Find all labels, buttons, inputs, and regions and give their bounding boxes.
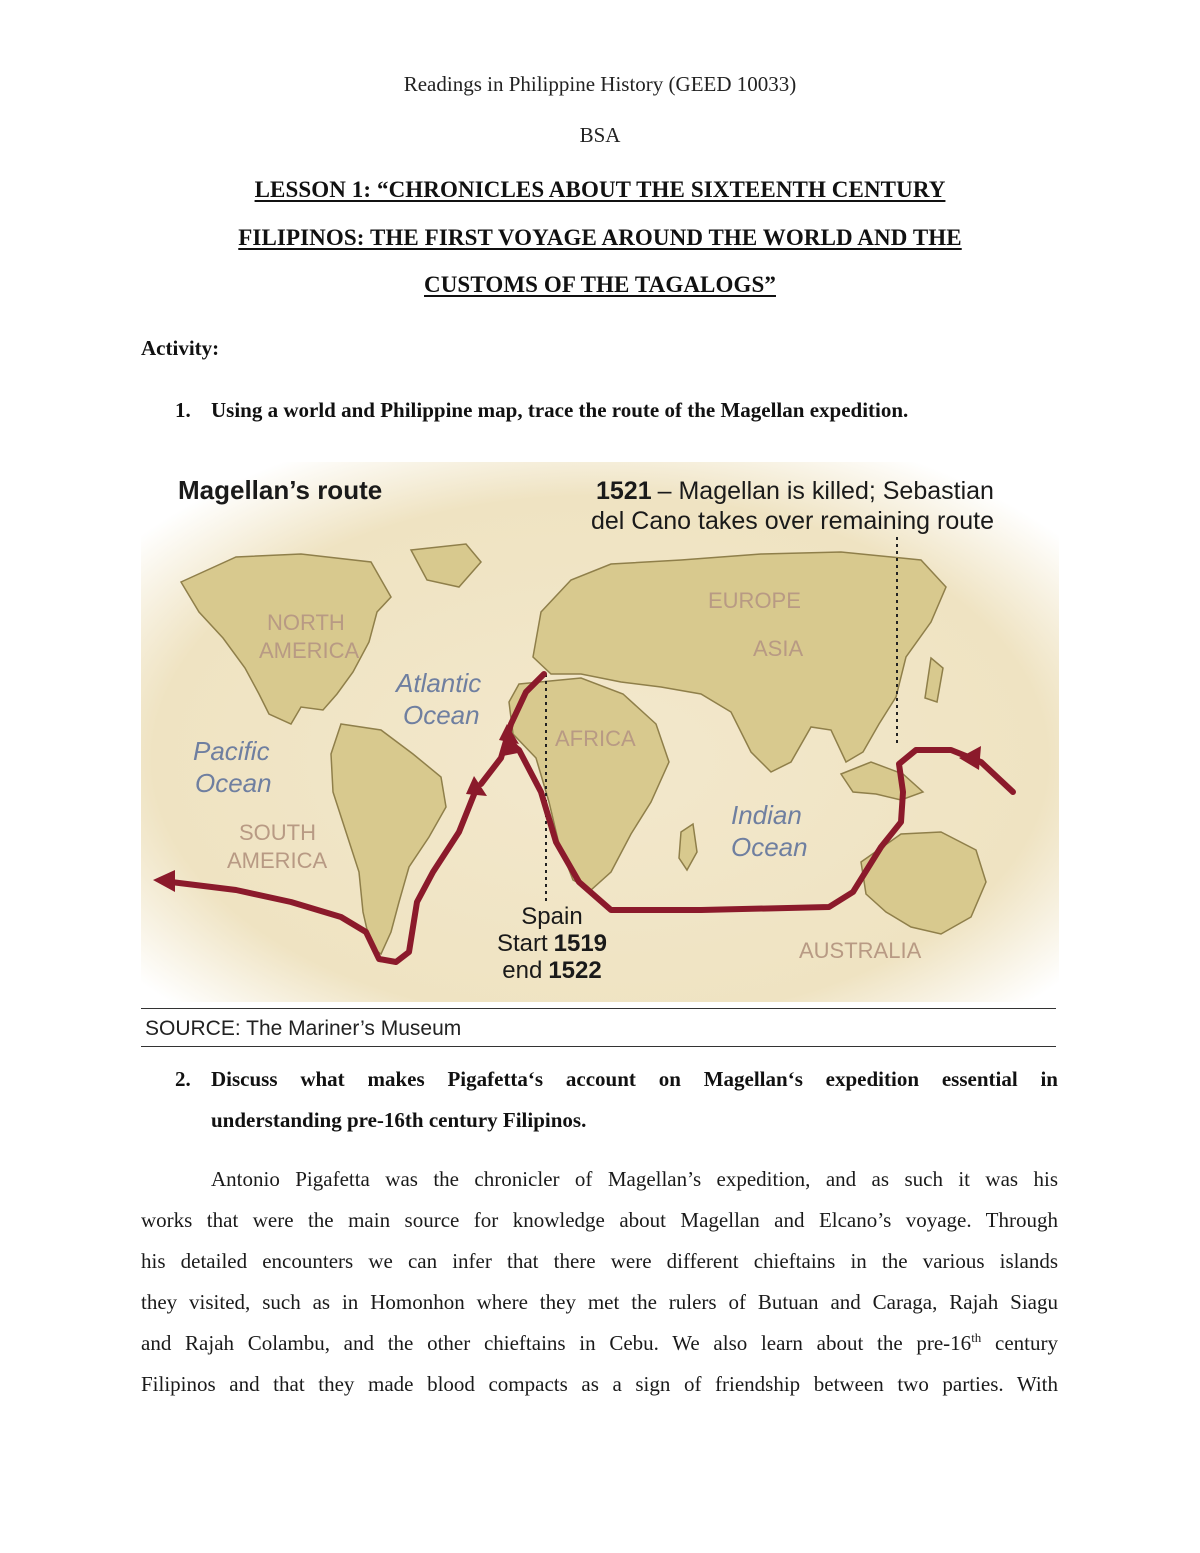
lesson-title-line-2: FILIPINOS: THE FIRST VOYAGE AROUND THE WORLD AND THE [238, 225, 962, 250]
magellan-route-figure [141, 462, 1059, 1050]
paragraph-line-1: Antonio Pigafetta was the chronicler of Magellan’s expedition, and as such it was his [211, 1167, 1058, 1191]
label-europe: EUROPE [708, 588, 801, 613]
paragraph-line-5-sup: th [971, 1330, 982, 1345]
end-word: end [502, 957, 543, 984]
map-source: SOURCE: The Mariner’s Museum [145, 1017, 462, 1040]
label-asia: ASIA [753, 636, 804, 661]
map-event-text-1: – Magellan is killed; Sebastian [657, 477, 994, 505]
program-label: BSA [579, 123, 621, 147]
label-indian-1: Indian [731, 800, 802, 830]
course-header: Readings in Philippine History (GEED 10033) [403, 72, 797, 96]
label-north-america-1: NORTH [267, 610, 345, 635]
source-rule-bottom [141, 1046, 1056, 1047]
map-title: Magellan’s route [178, 475, 383, 505]
lesson-title-line-3: CUSTOMS OF THE TAGALOGS” [424, 272, 776, 297]
label-south-america-1: SOUTH [239, 820, 316, 845]
start-year: 1519 [553, 930, 608, 957]
map-event-line-2: del Cano takes over remaining route [591, 507, 995, 535]
label-north-america-2: AMERICA [259, 638, 360, 663]
label-indian-2: Ocean [731, 832, 808, 862]
paragraph-line-6: Filipinos and that they made blood compacts as a sign of friendship between two parties. With [141, 1372, 1058, 1396]
question-1-text: Using a world and Philippine map, trace the route of the Magellan expedition. [211, 398, 909, 422]
question-2-line-2: understanding pre-16th century Filipinos. [211, 1108, 587, 1132]
paragraph-line-3: his detailed encounters we can infer that there were different chieftains in the various islands [141, 1249, 1058, 1273]
label-atlantic-1: Atlantic [396, 668, 482, 698]
world-map [141, 462, 1059, 1002]
map-event-year: 1521 [596, 477, 652, 505]
lesson-title-line-1: LESSON 1: “CHRONICLES ABOUT THE SIXTEENTH CENTURY [254, 177, 946, 202]
question-2-line-1: Discuss what makes Pigafetta‘s account on Magellan‘s expedition essential in [211, 1067, 1058, 1091]
label-africa: AFRICA [555, 726, 636, 751]
start-word: Start [496, 930, 548, 957]
label-pacific-1: Pacific [193, 736, 270, 766]
paragraph-line-5-b: century [981, 1331, 1058, 1355]
spain-name: Spain [521, 903, 583, 930]
question-1-number: 1. [175, 398, 191, 422]
end-year: 1522 [548, 957, 602, 984]
question-2-number: 2. [175, 1067, 191, 1091]
activity-label: Activity: [141, 336, 220, 360]
label-atlantic-2: Ocean [403, 700, 480, 730]
paragraph-line-5-a: and Rajah Colambu, and the other chieftains in Cebu. We also learn about the pre-16 [141, 1331, 972, 1355]
label-south-america-2: AMERICA [227, 848, 328, 873]
label-pacific-2: Ocean [195, 768, 272, 798]
spain-end [502, 957, 601, 984]
label-australia: AUSTRALIA [799, 938, 922, 963]
paragraph-line-5 [141, 1323, 1058, 1364]
answer-paragraph [141, 1159, 1058, 1405]
source-rule-top [141, 1008, 1056, 1009]
paragraph-line-2: works that were the main source for knowledge about Magellan and Elcano’s voyage. Through [141, 1208, 1058, 1232]
paragraph-line-4: they visited, such as in Homonhon where they met the rulers of Butuan and Caraga, Rajah Siagu [141, 1290, 1058, 1314]
